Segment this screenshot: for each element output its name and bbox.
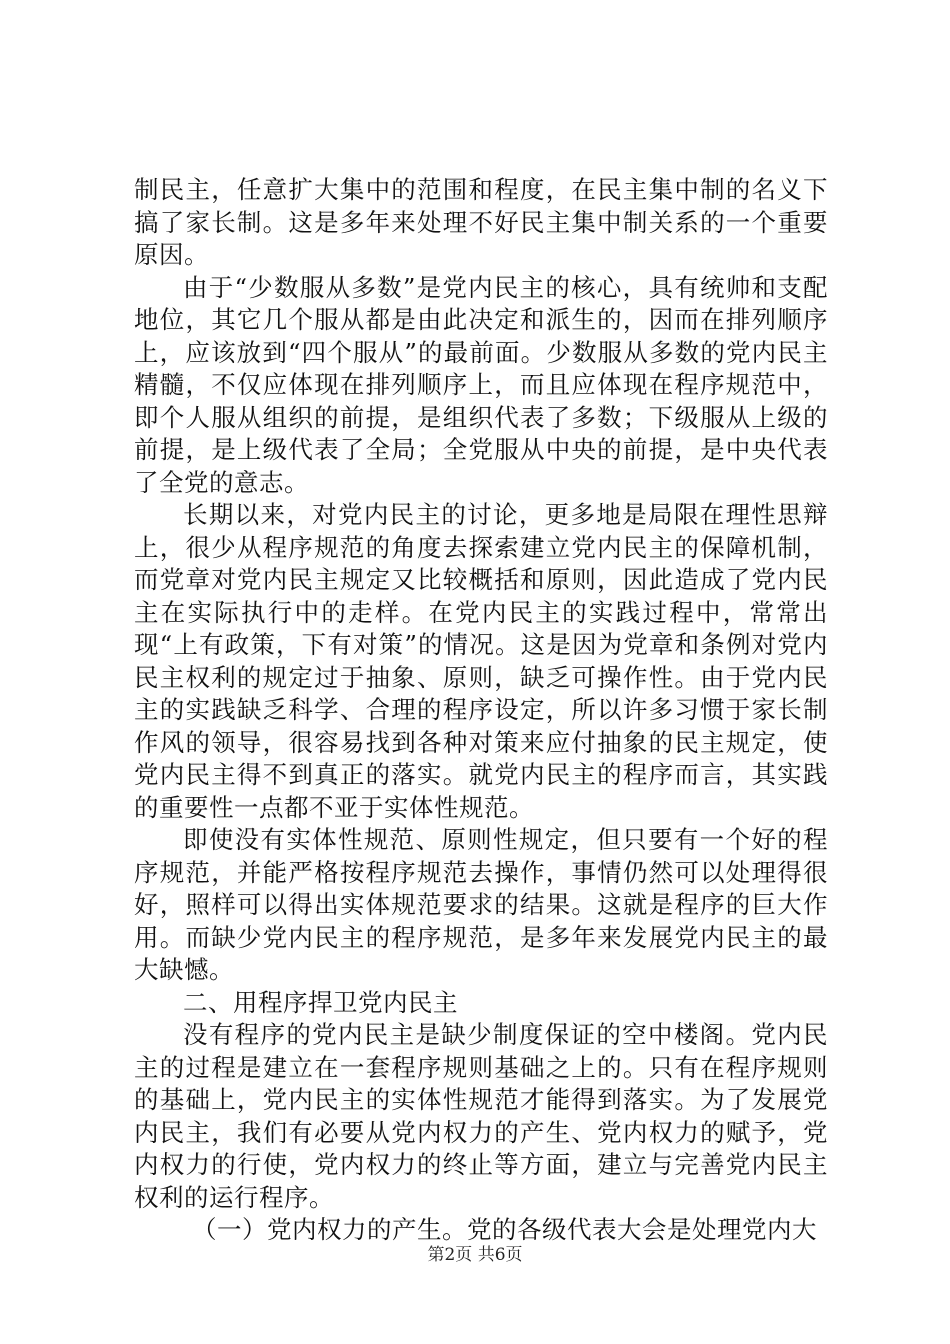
section-heading: 二、用程序捍卫党内民主 — [183, 987, 458, 1017]
paragraph-continuation: 制民主，任意扩大集中的范围和程度，在民主集中制的名义下搞了家长制。这是多年来处理不好民主集中制关系的一个重要原因。 — [134, 175, 828, 269]
paragraph-long-term: 长期以来，对党内民主的讨论，更多地是局限在理性思辩上，很少从程序规范的角度去探索建立党内民主的保障机制，而党章对党内民主规定又比较概括和原则，因此造成了党内民主在实际执行中的走样。在党内民主的实践过程中，常常出现“上有政策，下有对策”的情况。这是因为党章和条例对党内民主权利的规定过于抽象、原则，缺乏可操作性。由于党内民主的实践缺乏科学、合理的程序设定，所以许多习惯于家长制作风的领导，很容易找到各种对策来应付抽象的民主规定，使党内民主得不到真正的落实。就党内民主的程序而言，其实践的重要性一点都不亚于实体性规范。 — [134, 500, 828, 822]
paragraph-procedure-role: 即使没有实体性规范、原则性规定，但只要有一个好的程序规范，并能严格按程序规范去操作，事情仍然可以处理得很好，照样可以得出实体规范要求的结果。这就是程序的巨大作用。而缺少党内民主的程序规范，是多年来发展党内民主的最大缺憾。 — [134, 825, 828, 984]
paragraph-minority-majority: 由于“少数服从多数”是党内民主的核心，具有统帅和支配地位，其它几个服从都是由此决定和派生的，因而在排列顺序上，应该放到“四个服从”的最前面。少数服从多数的党内民主精髓，不仅应体现在排列顺序上，而且应体现在程序规范中，即个人服从组织的前提，是组织代表了多数；下级服从上级的前提，是上级代表了全局；全党服从中央的前提，是中央代表了全党的意志。 — [134, 272, 828, 497]
page-footer: 第2页 共6页 — [427, 1245, 523, 1265]
subsection-power-origin: （一）党内权力的产生。党的各级代表大会是处理党内大 — [192, 1215, 817, 1244]
document-body — [134, 174, 828, 1247]
paragraph-no-procedure: 没有程序的党内民主是缺少制度保证的空中楼阁。党内民主的过程是建立在一套程序规则基础之上的。只有在程序规则的基础上，党内民主的实体性规范才能得到落实。为了发展党内民主，我们有必要从党内权力的产生、党内权力的赋予，党内权力的行使，党内权力的终止等方面，建立与完善党内民主权利的运行程序。 — [134, 1020, 828, 1212]
